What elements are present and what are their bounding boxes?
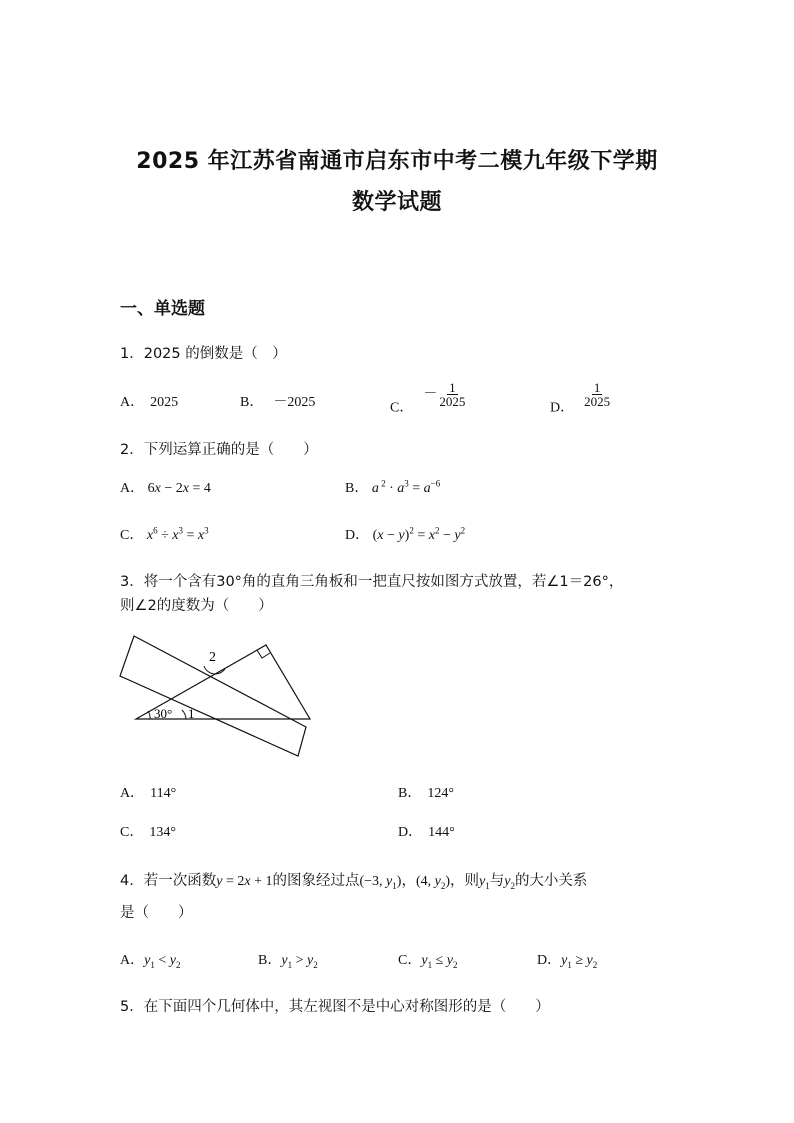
q4-text: 的图象经过点 bbox=[272, 873, 360, 889]
q4-option-c-formula: $y_1 \le y_2$ bbox=[421, 953, 458, 970]
question-4-stem-line2: 是（ ） bbox=[120, 905, 193, 921]
q4-option-a bbox=[120, 949, 180, 970]
option-value: －2025 bbox=[273, 395, 316, 410]
q1-option-a bbox=[120, 391, 178, 411]
q4-option-d-formula: $y_1 \ge y_2$ bbox=[561, 953, 598, 970]
page-title: 2025 年江苏省南通市启东市中考二模九年级下学期 bbox=[136, 149, 658, 174]
question-5-stem: 5．在下面四个几何体中，其左视图不是中心对称图形的是（ ） bbox=[120, 999, 550, 1015]
angle-30-label: 30° bbox=[154, 706, 173, 721]
angle-1-arc bbox=[182, 710, 186, 719]
option-label: B． bbox=[398, 786, 422, 801]
option-label: D． bbox=[537, 953, 562, 968]
q3-option-b bbox=[398, 782, 454, 802]
q3-option-a bbox=[120, 782, 176, 802]
q4-option-a-formula: $y_1 < y_2$ bbox=[144, 953, 181, 970]
q4-y2: $y_2$ bbox=[504, 874, 515, 891]
minus-sign: － bbox=[423, 386, 438, 402]
option-label: A． bbox=[120, 786, 145, 801]
option-label: A． bbox=[120, 481, 145, 496]
q4-text: 与 bbox=[489, 873, 505, 889]
option-label: C． bbox=[120, 528, 144, 543]
page-subtitle: 数学试题 bbox=[351, 190, 442, 215]
q3-option-d bbox=[398, 821, 455, 841]
question-3-stem-line2: 则∠2的度数为（ ） bbox=[120, 598, 273, 614]
q2-option-b bbox=[345, 477, 440, 497]
q4-option-b-formula: $y_1 > y_2$ bbox=[281, 953, 318, 970]
option-value: 144° bbox=[428, 825, 455, 840]
fraction-numerator: 1 bbox=[593, 380, 601, 395]
q2-option-c bbox=[120, 524, 209, 544]
fraction bbox=[582, 381, 612, 408]
option-value: 124° bbox=[427, 786, 454, 801]
q2-option-d-formula: $(x - y)^2 = x^2 - y^2$ bbox=[372, 525, 466, 543]
question-3-stem-line1: 3．将一个含有30°角的直角三角板和一把直尺按如图方式放置，若∠1＝26°， bbox=[120, 574, 624, 590]
option-label: D． bbox=[550, 400, 575, 416]
q4-option-b bbox=[258, 949, 318, 970]
option-label: B． bbox=[345, 481, 369, 496]
option-value: 2025 bbox=[150, 395, 179, 410]
q2-option-d bbox=[345, 524, 465, 544]
q2-option-a-formula: 6x − 2x = 4 bbox=[147, 481, 211, 496]
q4-text: ，则 bbox=[450, 873, 479, 889]
q3-option-c bbox=[120, 821, 176, 841]
fraction-numerator: 1 bbox=[449, 380, 456, 395]
q4-text: 的大小关系 bbox=[514, 873, 588, 889]
ruler-triangle-figure bbox=[110, 628, 330, 763]
q2-option-b-formula: a $^2 \cdot a^3 = a^{-6}$ bbox=[371, 478, 441, 496]
angle-30-arc bbox=[148, 711, 150, 719]
right-angle-marker bbox=[257, 650, 270, 658]
q4-option-d bbox=[537, 949, 597, 970]
option-label: A． bbox=[120, 395, 145, 410]
fraction-denominator: 2025 bbox=[584, 394, 611, 409]
option-label: B． bbox=[240, 395, 264, 410]
q4-text: 4．若一次函数 bbox=[120, 873, 217, 889]
question-4-stem-line1 bbox=[120, 869, 587, 891]
question-2-stem: 2．下列运算正确的是（ ） bbox=[120, 442, 318, 458]
option-label: C． bbox=[398, 953, 422, 968]
q4-y1: $y_1$ bbox=[479, 874, 490, 891]
q2-option-a bbox=[120, 477, 211, 497]
section-heading: 一、单选题 bbox=[120, 299, 205, 319]
q4-point-2: (4, $y_2$) bbox=[415, 874, 450, 891]
angle-1-label: 1 bbox=[188, 706, 195, 721]
option-label: D． bbox=[398, 825, 423, 840]
option-label: C． bbox=[390, 400, 414, 416]
q4-option-c bbox=[398, 949, 457, 970]
q1-option-c bbox=[390, 381, 467, 417]
angle-2-label: 2 bbox=[209, 650, 216, 665]
option-label: B． bbox=[258, 953, 282, 968]
q1-option-d bbox=[550, 381, 612, 417]
option-label: D． bbox=[345, 528, 370, 543]
q4-function: y = 2x + 1 bbox=[216, 874, 273, 889]
option-label: A． bbox=[120, 953, 145, 968]
fraction bbox=[437, 381, 467, 408]
option-value: 114° bbox=[150, 786, 177, 801]
q1-option-b bbox=[240, 391, 315, 411]
q4-point-1: (−3, $y_1$) bbox=[359, 874, 402, 891]
question-1-stem: 1．2025 的倒数是（ ） bbox=[120, 346, 287, 362]
option-value: 134° bbox=[149, 825, 176, 840]
q2-option-c-formula: $x^6 \div x^3 = x^3$ bbox=[146, 525, 209, 543]
q4-text: ， bbox=[401, 873, 416, 889]
fraction-denominator: 2025 bbox=[439, 394, 466, 409]
option-label: C． bbox=[120, 825, 144, 840]
